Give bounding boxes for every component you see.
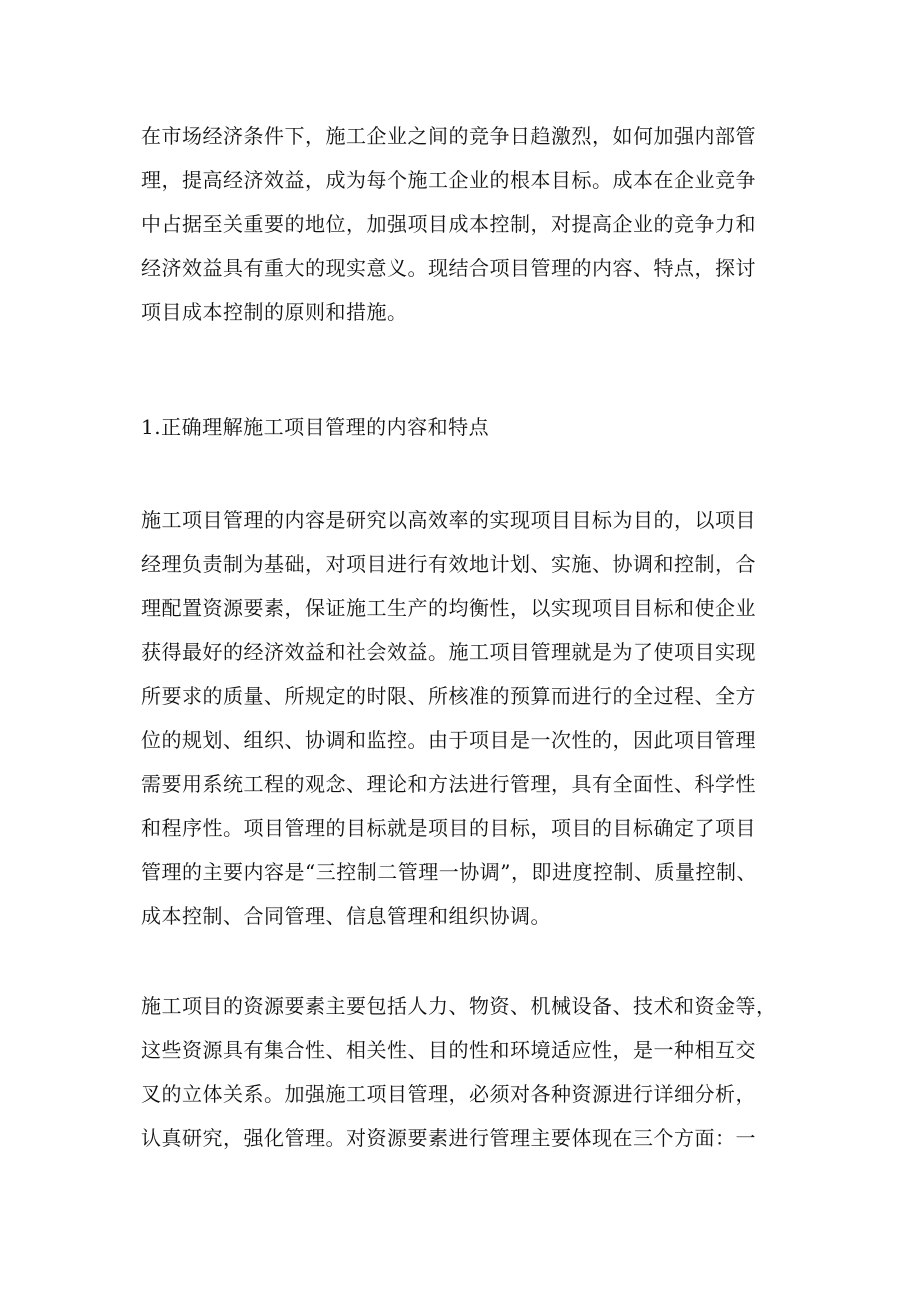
section-heading-text: 1.正确理解施工项目管理的内容和特点 <box>141 415 490 439</box>
intro-paragraph <box>141 114 786 334</box>
paragraph-line: 项目成本控制的原则和措施。 <box>141 300 408 324</box>
content-paragraph <box>141 498 786 938</box>
paragraph-line: 理，提高经济效益，成为每个施工企业的根本目标。成本在企业竞争 <box>141 168 756 192</box>
paragraph-line: 施工项目的资源要素主要包括人力、物资、机械设备、技术和资金等， <box>141 994 777 1018</box>
paragraph-line: 叉的立体关系。加强施工项目管理，必须对各种资源进行详细分析， <box>141 1082 756 1106</box>
paragraph-line: 中占据至关重要的地位，加强项目成本控制，对提高企业的竞争力和 <box>141 212 756 236</box>
paragraph-line: 和程序性。项目管理的目标就是项目的目标，项目的目标确定了项目 <box>141 816 756 840</box>
paragraph-line: 这些资源具有集合性、相关性、目的性和环境适应性，是一种相互交 <box>141 1038 756 1062</box>
paragraph-line: 施工项目管理的内容是研究以高效率的实现项目目标为目的，以项目 <box>141 508 756 532</box>
paragraph-line: 需要用系统工程的观念、理论和方法进行管理，具有全面性、科学性 <box>141 772 756 796</box>
paragraph-line: 所要求的质量、所规定的时限、所核准的预算而进行的全过程、全方 <box>141 684 756 708</box>
paragraph-line: 获得最好的经济效益和社会效益。施工项目管理就是为了使项目实现 <box>141 640 756 664</box>
paragraph-line: 管理的主要内容是“三控制二管理一协调”，即进度控制、质量控制、 <box>141 860 757 884</box>
content-paragraph <box>141 984 786 1160</box>
paragraph-line: 理配置资源要素，保证施工生产的均衡性，以实现项目目标和使企业 <box>141 596 756 620</box>
paragraph-line: 位的规划、组织、协调和监控。由于项目是一次性的，因此项目管理 <box>141 728 756 752</box>
paragraph-line: 经理负责制为基础，对项目进行有效地计划、实施、协调和控制，合 <box>141 552 756 576</box>
paragraph-line: 在市场经济条件下，施工企业之间的竞争日趋激烈，如何加强内部管 <box>141 124 756 148</box>
paragraph-line: 成本控制、合同管理、信息管理和组织协调。 <box>141 904 551 928</box>
paragraph-line: 经济效益具有重大的现实意义。现结合项目管理的内容、特点，探讨 <box>141 256 756 280</box>
section-heading <box>141 405 786 449</box>
paragraph-line: 认真研究，强化管理。对资源要素进行管理主要体现在三个方面：一 <box>141 1126 756 1150</box>
